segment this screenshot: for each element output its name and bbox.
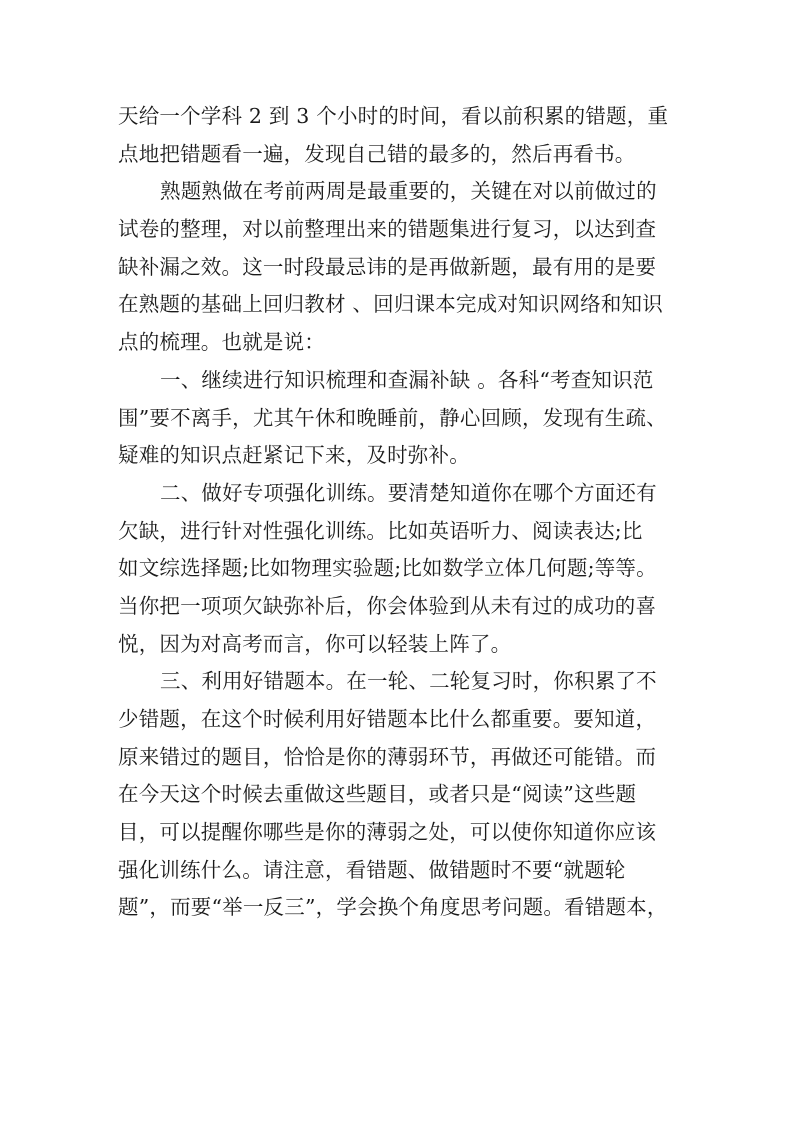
text-line: 点地把错题看一遍，发现自己错的最多的，然后再看书。 (118, 141, 636, 166)
text-line: 试卷的整理，对以前整理出来的错题集进行复习，以达到查 (118, 217, 657, 242)
text-line: 题”，而要“举一反三”，学会换个角度思考问题。看错题本， (118, 895, 668, 920)
text-line: 缺补漏之效。这一时段最忌讳的是再做新题，最有用的是要 (118, 254, 657, 279)
text-line: 欠缺，进行针对性强化训练。比如英语听力、阅读表达;比 (118, 518, 643, 543)
text-line: 围”要不离手，尤其午休和晚睡前，静心回顾，发现有生疏、 (118, 405, 667, 430)
text-line: 疑难的知识点赶紧记下来，及时弥补。 (118, 443, 470, 468)
text-line: 悦，因为对高考而言，你可以轻装上阵了。 (118, 631, 512, 656)
text-line: 二、做好专项强化训练。要清楚知道你在哪个方面还有 (160, 480, 657, 505)
text-line: 一、继续进行知识梳理和查漏补缺 。各科“考查知识范 (160, 367, 654, 392)
text-line: 少错题，在这个时候利用好错题本比什么都重要。要知道， (118, 707, 657, 731)
text-line: 熟题熟做在考前两周是最重要的，关键在对以前做过的 (160, 179, 657, 204)
text-line: 在今天这个时候去重做这些题目，或者只是“阅读”这些题 (118, 782, 637, 807)
text-line: 目，可以提醒你哪些是你的薄弱之处，可以使你知道你应该 (118, 820, 657, 845)
text-line: 原来错过的题目，恰恰是你的薄弱环节，再做还可能错。而 (118, 744, 657, 769)
text-line: 在熟题的基础上回归教材 、回归课本完成对知识网络和知识 (118, 292, 663, 317)
text-line: 三、利用好错题本。在一轮、二轮复习时，你积累了不 (160, 669, 657, 694)
text-line: 如文综选择题;比如物理实验题;比如数学立体几何题;等等。 (118, 556, 657, 581)
text-line: 天给一个学科 2 到 3 个小时的时间，看以前积累的错题，重 (118, 104, 669, 128)
text-line: 点的梳理。也就是说： (118, 330, 325, 355)
document-body (118, 98, 686, 927)
text-line: 强化训练什么。请注意，看错题、做错题时不要“就题轮 (118, 857, 626, 882)
text-line: 当你把一项项欠缺弥补后，你会体验到从未有过的成功的喜 (118, 593, 657, 618)
